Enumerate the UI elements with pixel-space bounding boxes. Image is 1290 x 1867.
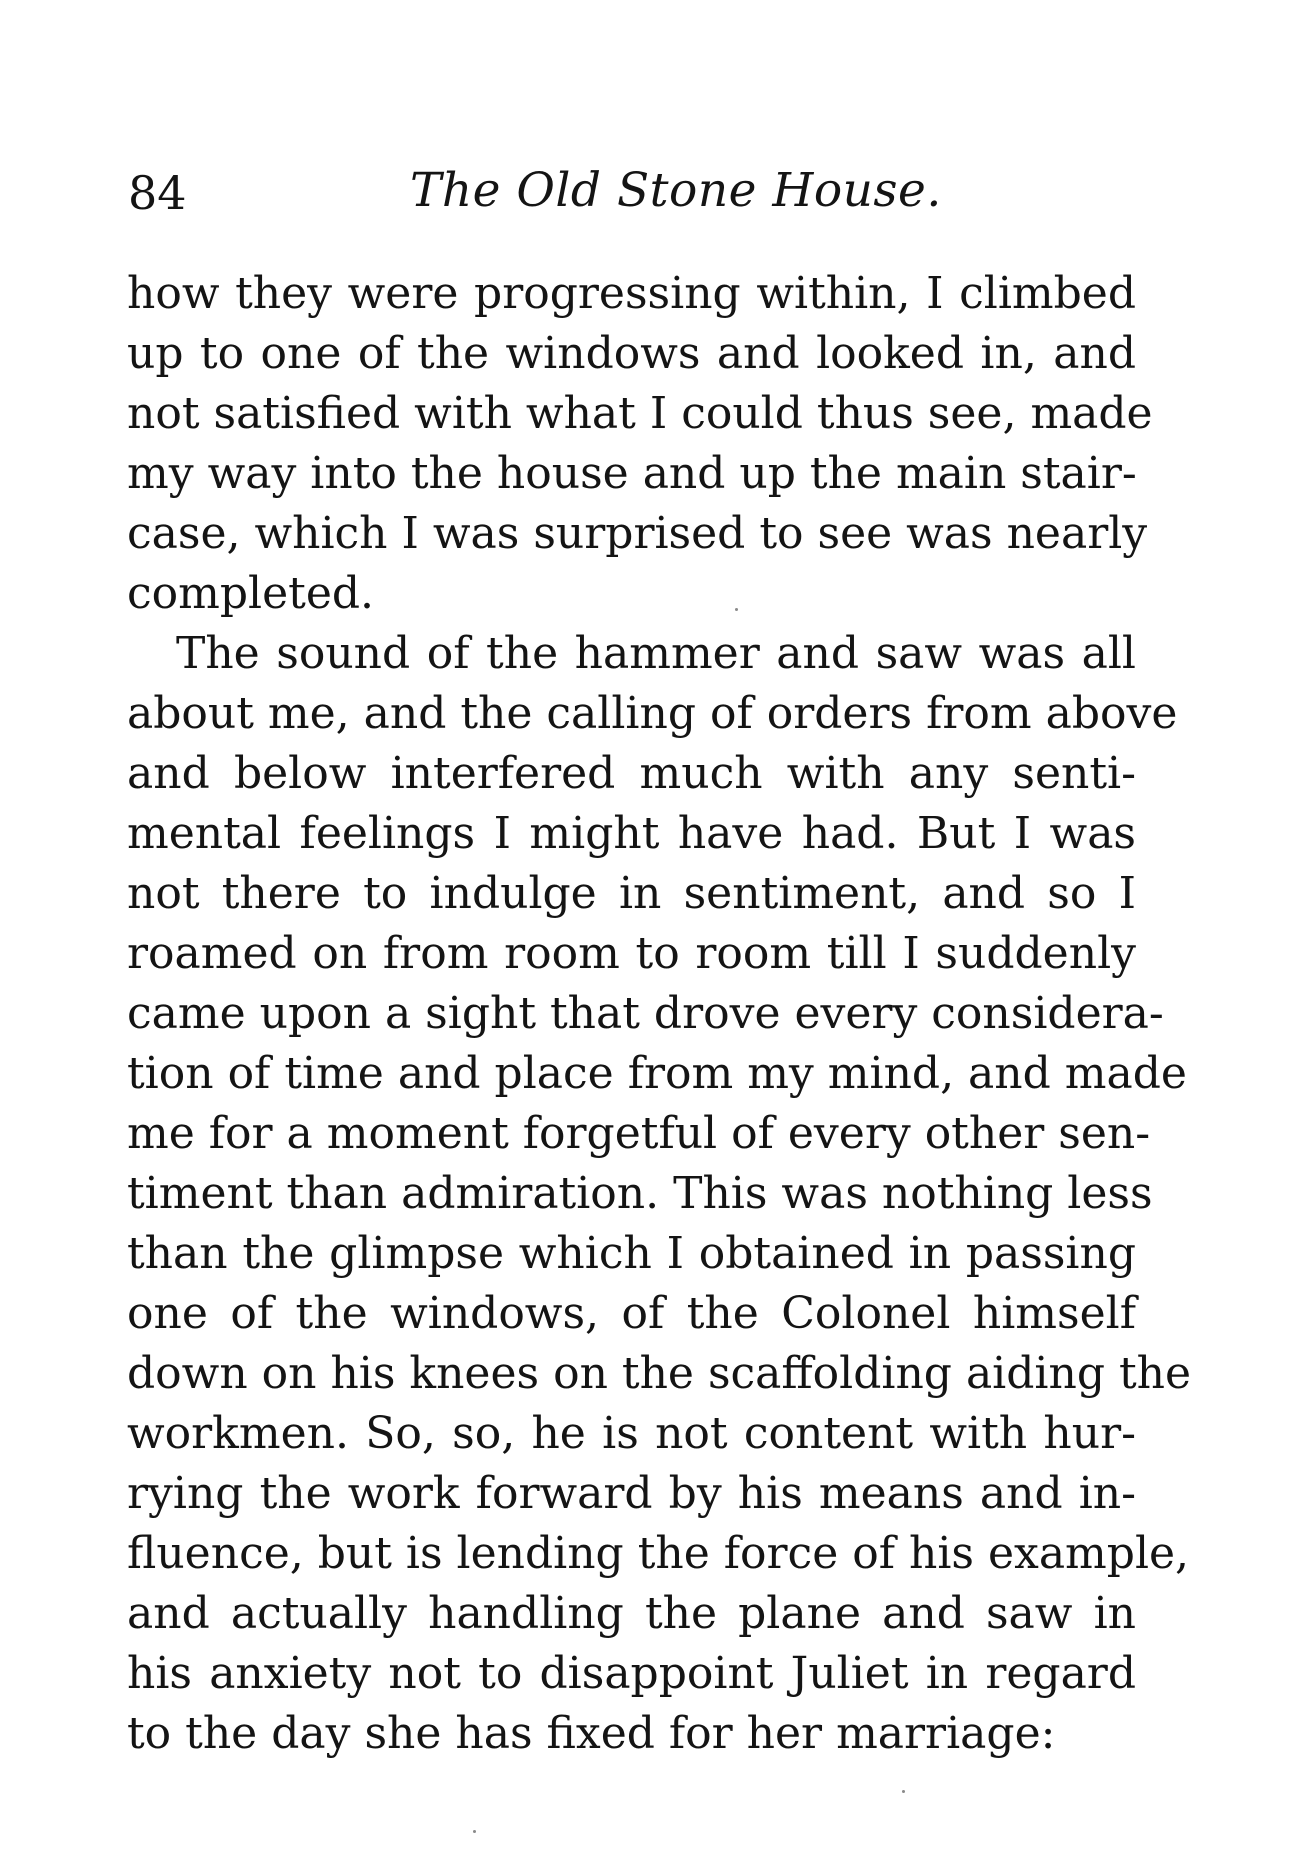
text-line: than the glimpse which I obtained in passing — [127, 1228, 1136, 1279]
text-line: completed. — [127, 568, 375, 619]
body-text — [127, 264, 1192, 1764]
text-line: and actually handling the plane and saw in — [127, 1588, 1136, 1639]
text-line: The sound of the hammer and saw was all — [176, 628, 1136, 679]
text-line: about me, and the calling of orders from above — [127, 688, 1178, 739]
paragraph-2 — [127, 624, 1192, 1764]
page-header — [0, 0, 1290, 230]
scan-speck — [902, 1790, 905, 1793]
text-line: up to one of the windows and looked in, and — [127, 328, 1136, 379]
text-line: fluence, but is lending the force of his example, — [127, 1528, 1190, 1579]
text-line: how they were progressing within, I climbed — [127, 268, 1136, 319]
text-line: mental feelings I might have had. But I was — [127, 808, 1136, 859]
scan-speck — [735, 608, 738, 611]
text-line: roamed on from room to room till I suddenly — [127, 928, 1136, 979]
text-line: not satisfied with what I could thus see, made — [127, 388, 1153, 439]
text-line: me for a moment forgetful of every other sen- — [127, 1108, 1151, 1159]
paragraph-1 — [127, 264, 1153, 624]
text-line: workmen. So, so, he is not content with hur- — [127, 1408, 1136, 1459]
text-line: timent than admiration. This was nothing less — [127, 1168, 1153, 1219]
page-number: 84 — [128, 166, 187, 220]
text-line: his anxiety not to disappoint Juliet in regard — [127, 1648, 1136, 1699]
text-line: came upon a sight that drove every considera- — [127, 988, 1164, 1039]
text-line: tion of time and place from my mind, and made — [127, 1048, 1187, 1099]
text-line: my way into the house and up the main stair- — [127, 448, 1137, 499]
text-line: one of the windows, of the Colonel himself — [127, 1288, 1136, 1339]
text-line: rying the work forward by his means and in- — [127, 1468, 1136, 1519]
text-line: to the day she has fixed for her marriage: — [127, 1708, 1056, 1759]
text-line: and below interfered much with any senti- — [127, 748, 1136, 799]
scan-speck — [473, 1830, 476, 1833]
text-line: down on his knees on the scaffolding aiding the — [127, 1348, 1192, 1399]
text-line: not there to indulge in sentiment, and so I — [127, 868, 1136, 919]
text-line: case, which I was surprised to see was nearly — [127, 508, 1148, 559]
running-title: The Old Stone House. — [410, 163, 942, 218]
